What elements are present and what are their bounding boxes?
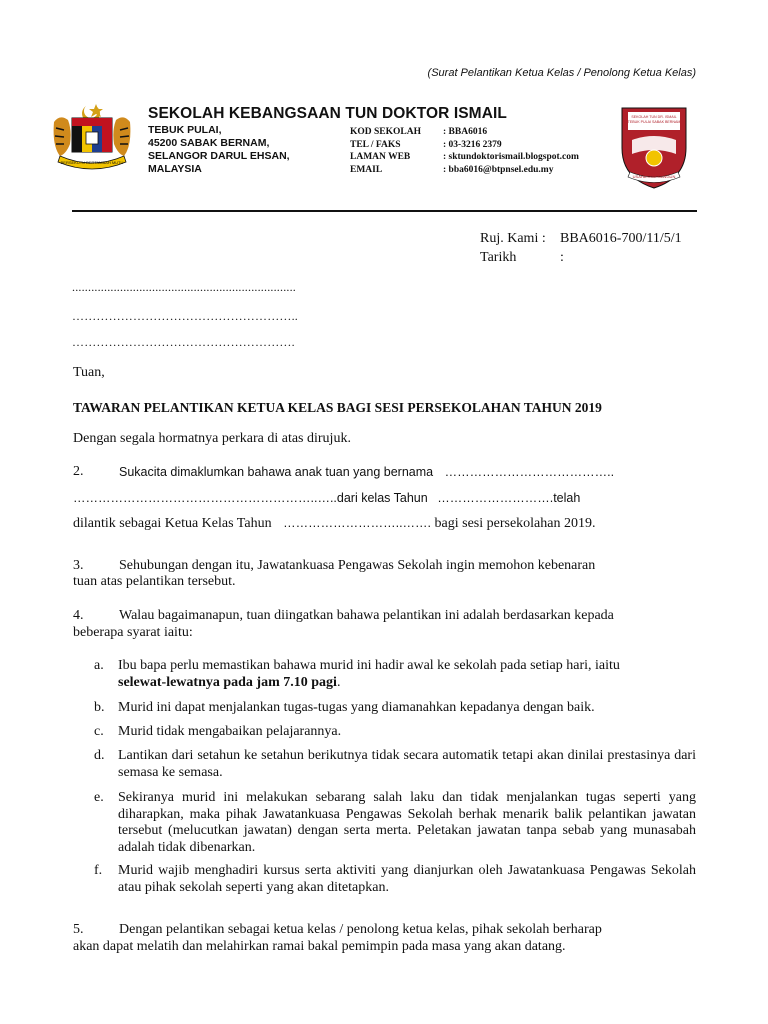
phone-value: : 03-3216 2379 — [443, 139, 502, 150]
crest-motto: BERSEKUTU BERTAMBAH MUTU — [60, 160, 124, 165]
badge-motto: USAHA CUM MANGUN — [632, 174, 676, 179]
tarikh-value: : — [560, 250, 564, 265]
p5-line1: Dengan pelantikan sebagai ketua kelas / penolong ketua kelas, pihak sekolah berharap — [119, 922, 602, 937]
condition-letter: c. — [94, 724, 104, 739]
school-badge-icon — [618, 106, 690, 190]
email-value: : bba6016@btpnsel.edu.my — [443, 164, 554, 175]
contact-label: KOD SEKOLAH — [350, 127, 421, 137]
session-text: bagi sesi persekolahan 2019. — [434, 516, 596, 531]
condition-text: Murid wajib menghadiri kursus serta aktiviti yang dianjurkan oleh Jawatankuasa Pengawas Sekolah atau pihak sekolah seperti yang akan ditetapkan. — [118, 863, 696, 895]
contact-label: EMAIL — [350, 164, 383, 175]
condition-text: Murid tidak mengabaikan pelajarannya. — [118, 724, 342, 739]
header-divider — [72, 210, 697, 212]
paragraph-5 — [73, 921, 697, 939]
p3-line2: tuan atas pelantikan tersebut. — [73, 574, 236, 589]
name-blank-cont: …………………………………………………..….. — [73, 491, 337, 505]
school-address — [148, 124, 290, 176]
condition-emphasis: selewat-lewatnya pada jam 7.10 pagi — [118, 674, 337, 690]
condition-item — [94, 700, 696, 717]
year-blank: ………………………..……. — [283, 516, 432, 530]
condition-item — [94, 724, 696, 741]
recipient-line: ...................................................................... — [72, 280, 296, 294]
appointed-text: dilantik sebagai Ketua Kelas Tahun — [73, 516, 272, 531]
website-value: : sktundoktorismail.blogspot.com — [443, 152, 579, 162]
condition-item — [94, 748, 696, 781]
condition-text: Lantikan dari setahun ke setahun berikutnya tidak secara automatik tetapi akan dinilai prestasinya dari semasa ke semasa. — [118, 748, 696, 780]
document-type-label: (Surat Pelantikan Ketua Kelas / Penolong Ketua Kelas) — [427, 67, 696, 79]
paragraph-2-line2 — [73, 489, 697, 508]
telah-text: telah — [553, 491, 581, 505]
paragraph-number: 2. — [73, 464, 84, 479]
svg-text:SEKOLAH TUN DR. ISMAIL: SEKOLAH TUN DR. ISMAIL — [631, 115, 677, 119]
condition-item — [94, 658, 696, 691]
paragraph-2 — [73, 463, 697, 482]
name-blank: ………………………………….. — [444, 465, 615, 479]
p5-line2: akan dapat melatih dan melahirkan ramai bakal pemimpin pada masa yang akan datang. — [73, 939, 566, 954]
condition-letter: e. — [94, 790, 104, 805]
condition-letter: a. — [94, 658, 104, 673]
contact-label: LAMAN WEB — [350, 152, 411, 162]
paragraph-4 — [73, 607, 697, 625]
condition-text: Murid ini dapat menjalankan tugas-tugas yang diamanahkan kepadanya dengan baik. — [118, 700, 595, 715]
school-contacts — [350, 126, 579, 176]
condition-text: Sekiranya murid ini melakukan sebarang salah laku dan tidak menjalankan tugas seperti yang diharapkan, maka pihak Jawatankuasa Pengawas Sekolah berhak menarik balik pelantikan jawatan tersebut (melucutkan jawatan) dengan serta merta. Peletakan jawatan tanpa sebab yang munasabah adalah tidak dibenarkan. — [118, 790, 696, 855]
condition-letter: f. — [94, 863, 103, 878]
ruj-value: BBA6016-700/11/5/1 — [560, 231, 682, 246]
paragraph-number: 3. — [73, 558, 84, 573]
school-code-value: : BBA6016 — [443, 127, 488, 137]
p4-line1: Walau bagaimanapun, tuan diingatkan bahawa pelantikan ini adalah berdasarkan kepada — [119, 608, 614, 623]
salutation: Tuan, — [73, 365, 105, 380]
reference-block — [480, 229, 682, 267]
svg-text:TEBUK PULAI SABAK BERNAM: TEBUK PULAI SABAK BERNAM — [627, 120, 681, 124]
address-line: SELANGOR DARUL EHSAN, — [148, 150, 290, 162]
tarikh-label: Tarikh — [480, 250, 517, 265]
condition-letter: d. — [94, 748, 105, 763]
opening-sentence: Dengan segala hormatnya perkara di atas dirujuk. — [73, 431, 351, 446]
address-line: TEBUK PULAI, — [148, 124, 222, 136]
condition-letter: b. — [94, 700, 105, 715]
recipient-line: ………………………………………………. — [72, 335, 295, 349]
p3-line1: Sehubungan dengan itu, Jawatankuasa Pengawas Sekolah ingin memohon kebenaran — [119, 558, 596, 573]
ruj-label: Ruj. Kami : — [480, 231, 546, 246]
condition-text: Ibu bapa perlu memastikan bahawa murid ini hadir awal ke sekolah pada setiap hari, iaitu — [118, 658, 620, 673]
p4-line2: beberapa syarat iaitu: — [73, 625, 193, 640]
p2-line1: Sukacita dimaklumkan bahawa anak tuan yang bernama — [119, 465, 434, 479]
class-label: dari kelas Tahun — [336, 491, 428, 505]
condition-item — [94, 790, 696, 856]
recipient-line: ……………………………………………….. — [72, 309, 298, 323]
contact-label: TEL / FAKS — [350, 139, 401, 150]
paragraph-number: 5. — [73, 922, 84, 937]
condition-item — [94, 863, 696, 896]
address-line: MALAYSIA — [148, 163, 202, 175]
paragraph-2-line3 — [73, 514, 697, 533]
condition-end: . — [336, 674, 341, 690]
malaysia-coat-of-arms-icon — [46, 100, 138, 172]
letter-title: TAWARAN PELANTIKAN KETUA KELAS BAGI SESI PERSEKOLAHAN TAHUN 2019 — [73, 400, 602, 415]
class-blank: ………………………. — [437, 491, 554, 505]
school-name: SEKOLAH KEBANGSAAN TUN DOKTOR ISMAIL — [148, 105, 507, 122]
paragraph-number: 4. — [73, 608, 84, 623]
address-line: 45200 SABAK BERNAM, — [148, 137, 270, 149]
